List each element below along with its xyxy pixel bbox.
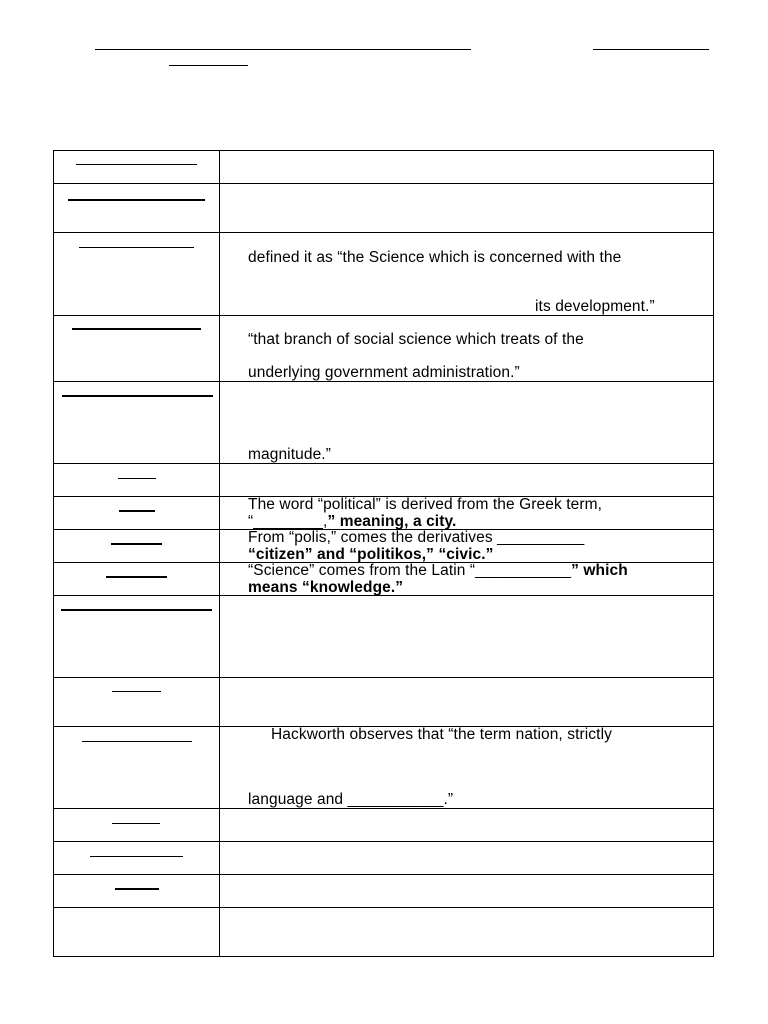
table-row [54, 233, 714, 316]
term-blank[interactable] [111, 543, 162, 545]
definition-cell [220, 563, 714, 596]
definition-text [248, 513, 456, 530]
definition-text [248, 562, 628, 579]
table-row [54, 530, 714, 563]
term-cell [54, 678, 220, 727]
definition-cell [220, 233, 714, 316]
term-cell [54, 908, 220, 957]
term-blank[interactable] [119, 510, 155, 512]
definition-cell [220, 530, 714, 563]
definition-text-part: “Science” comes from the Latin “___________ [248, 562, 572, 579]
definition-text-part: ” which [571, 562, 628, 579]
definition-text: underlying government administration.” [248, 364, 520, 381]
term-cell [54, 530, 220, 563]
definition-cell [220, 184, 714, 233]
term-cell [54, 382, 220, 464]
definition-text: Hackworth observes that “the term nation, strictly [271, 726, 612, 743]
term-cell [54, 233, 220, 316]
table-row [54, 596, 714, 678]
definition-cell [220, 727, 714, 809]
definition-cell [220, 678, 714, 727]
table-row [54, 382, 714, 464]
definition-cell [220, 316, 714, 382]
term-blank[interactable] [90, 856, 183, 857]
term-blank[interactable] [62, 395, 213, 397]
term-cell [54, 809, 220, 842]
definition-text: “citizen” and “politikos,” “civic.” [248, 546, 494, 563]
definition-cell [220, 842, 714, 875]
term-blank[interactable] [112, 823, 160, 824]
definition-text: its development.” [535, 298, 655, 315]
definition-cell [220, 809, 714, 842]
term-blank[interactable] [106, 576, 167, 578]
term-cell [54, 875, 220, 908]
worksheet-table [53, 150, 714, 957]
definition-cell [220, 596, 714, 678]
term-cell [54, 842, 220, 875]
term-cell [54, 497, 220, 530]
term-blank[interactable] [68, 199, 205, 201]
term-cell [54, 727, 220, 809]
term-cell [54, 316, 220, 382]
section-blank[interactable] [169, 65, 248, 66]
table-row [54, 184, 714, 233]
term-blank[interactable] [118, 478, 156, 479]
term-blank[interactable] [76, 164, 197, 165]
term-cell [54, 184, 220, 233]
name-blank[interactable] [95, 49, 471, 50]
table-row [54, 464, 714, 497]
date-blank[interactable] [593, 49, 709, 50]
definition-text: The word “political” is derived from the Greek term, [248, 496, 603, 513]
table-row [54, 316, 714, 382]
definition-cell [220, 151, 714, 184]
term-cell [54, 563, 220, 596]
definition-text: From “polis,” comes the derivatives __________ [248, 529, 585, 546]
table-row [54, 908, 714, 957]
term-blank[interactable] [79, 247, 194, 248]
definition-cell [220, 464, 714, 497]
definition-text: magnitude.” [248, 446, 331, 463]
definition-cell [220, 875, 714, 908]
term-blank[interactable] [72, 328, 201, 330]
term-cell [54, 151, 220, 184]
term-blank[interactable] [112, 691, 161, 692]
definition-cell [220, 382, 714, 464]
definition-text: “that branch of social science which treats of the [248, 331, 584, 348]
table-row [54, 151, 714, 184]
definition-text: defined it as “the Science which is concerned with the [248, 249, 622, 266]
table-row [54, 497, 714, 530]
definition-text-part: “________, [248, 513, 328, 530]
term-cell [54, 596, 220, 678]
table-row [54, 563, 714, 596]
definition-cell [220, 497, 714, 530]
term-cell [54, 464, 220, 497]
definition-text-part: ” meaning, a city. [327, 513, 457, 530]
term-blank[interactable] [82, 741, 192, 742]
definition-cell [220, 908, 714, 957]
definition-text: means “knowledge.” [248, 579, 404, 596]
table-row [54, 809, 714, 842]
table-row [54, 875, 714, 908]
table-row [54, 727, 714, 809]
term-blank[interactable] [61, 609, 212, 611]
definition-text: language and ___________.” [248, 791, 454, 808]
term-blank[interactable] [115, 888, 159, 890]
table-row [54, 842, 714, 875]
table-row [54, 678, 714, 727]
